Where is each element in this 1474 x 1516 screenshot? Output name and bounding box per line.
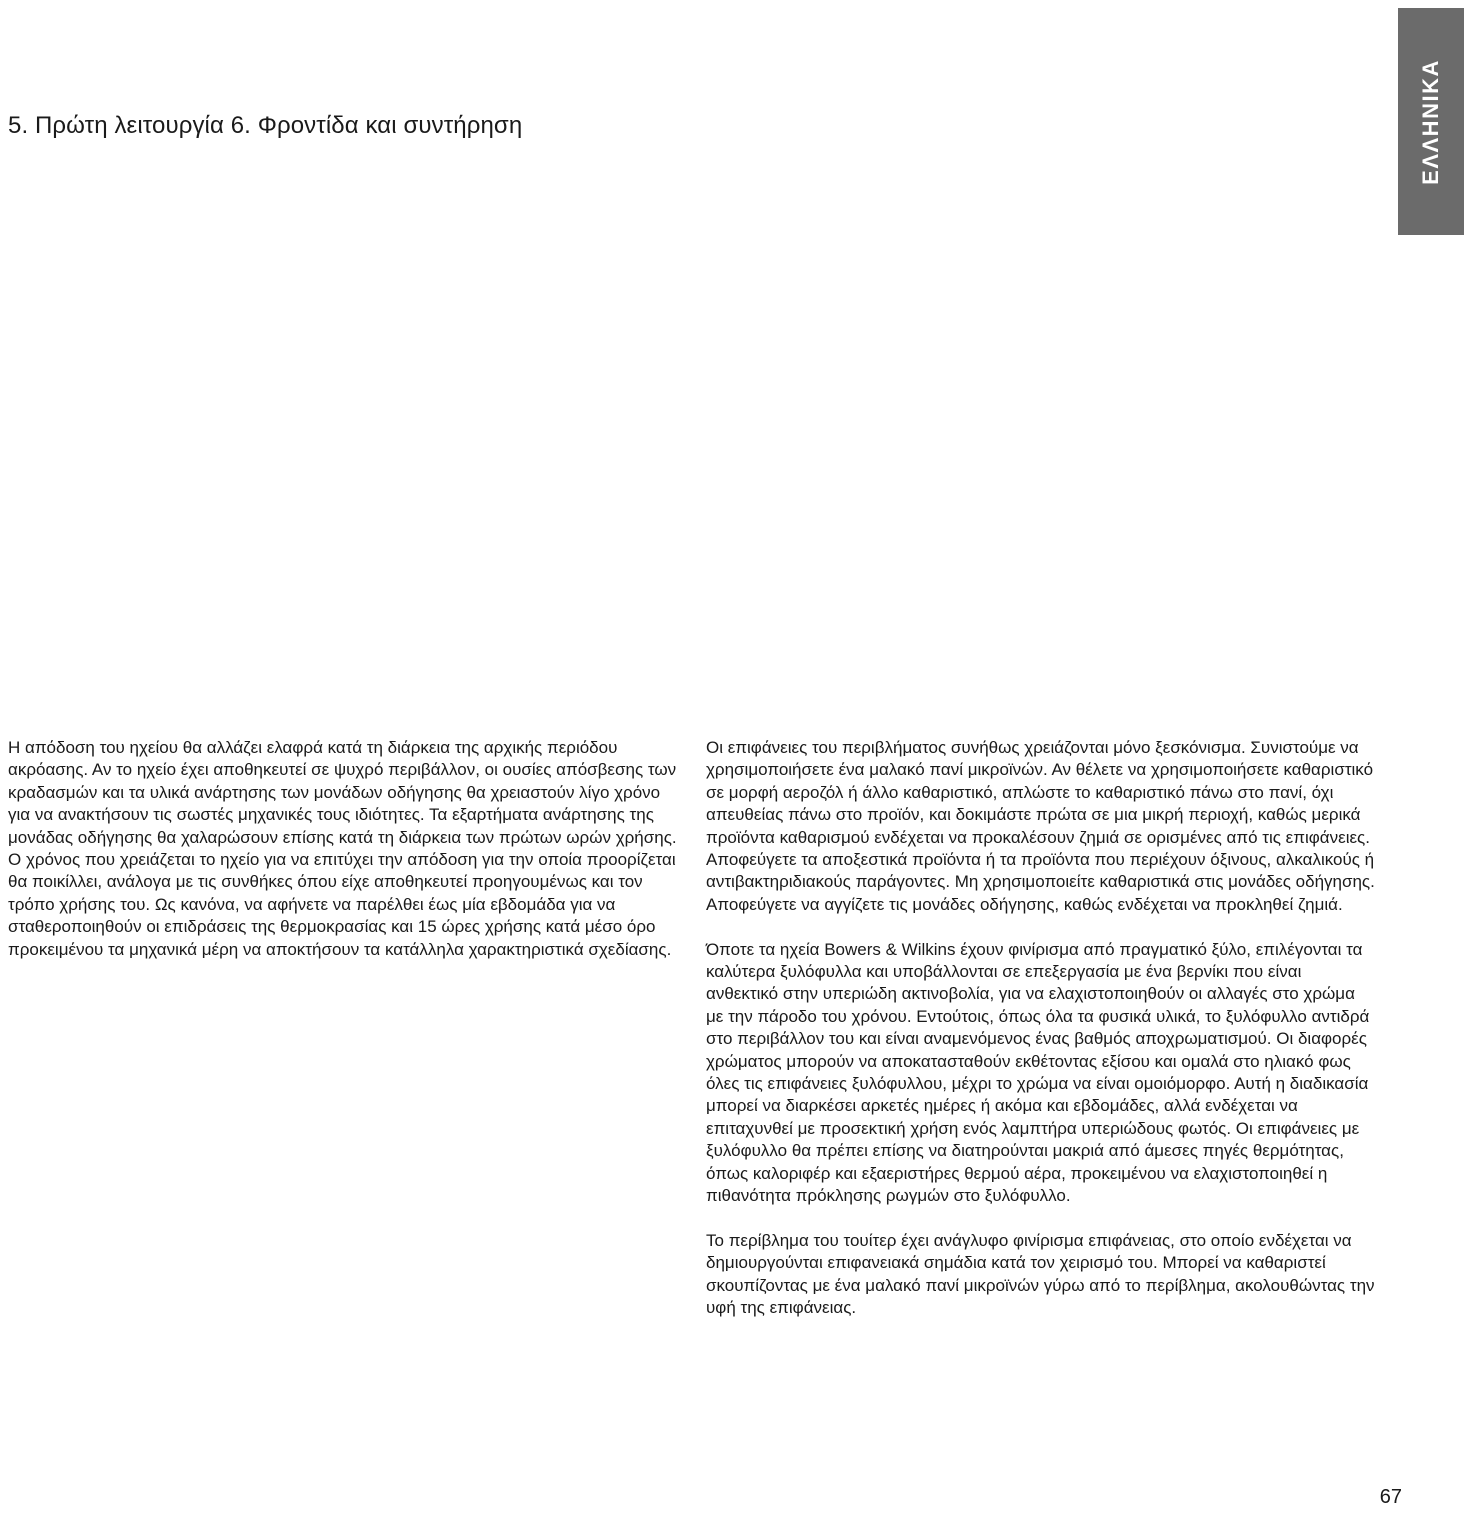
paragraph-cabinet-cleaning: Οι επιφάνειες του περιβλήματος συνήθως χρειάζονται μόνο ξεσκόνισμα. Συνιστούμε να χρησιμοποιήσετε ένα μαλακό πανί μικροϊνών. Αν θέλετε να χρησιμοποιήσετε καθαριστικό σε μορφή αεροζόλ ή άλλο καθαριστικό, απλώστε το καθαριστικό πάνω στο πανί, όχι απευθείας πάνω στο προϊόν, και δοκιμάστε πρώτα σε μια μικρή περιοχή, καθώς μερικά προϊόντα καθαρισμού ενδέχεται να προκαλέσουν ζημιά σε ορισμένες από τις επιφάνειες. Αποφεύγετε τα αποξεστικά προϊόντα ή τα προϊόντα που περιέχουν όξινους, αλκαλικούς ή αντιβακτηριδιακούς παράγοντες. Μη χρησιμοποιείτε καθαριστικά στις μονάδες οδήγησης. Αποφεύγετε να αγγίζετε τις μονάδες οδήγησης, καθώς ενδέχεται να προκληθεί ζημιά. <box>706 738 1375 914</box>
paragraph-tweeter-housing: Το περίβλημα του τουίτερ έχει ανάγλυφο φινίρισμα επιφάνειας, στο οποίο ενδέχεται να δημιουργούνται επιφανειακά σημάδια κατά τον χειρισμό του. Μπορεί να καθαριστεί σκουπίζοντας με ένα μαλακό πανί μικροϊνών γύρω από το περίβλημα, ακολουθώντας την υφή της επιφάνειας. <box>706 1230 1375 1318</box>
section-heading: 5. Πρώτη λειτουργία 6. Φροντίδα και συντήρηση <box>8 112 523 139</box>
paragraph-break-in: Η απόδοση του ηχείου θα αλλάζει ελαφρά κατά τη διάρκεια της αρχικής περιόδου ακρόασης. Αν το ηχείο έχει αποθηκευτεί σε ψυχρό περιβάλλον, οι ουσίες απόσβεσης των κραδασμών και τα υλικά ανάρτησης των μονάδων οδήγησης θα χρειαστούν λίγο χρόνο για να ανακτήσουν τις σωστές μηχανικές τους ιδιότητες. Τα εξαρτήματα ανάρτησης της μονάδας οδήγησης θα χαλαρώσουν επίσης κατά τη διάρκεια των πρώτων ωρών χρήσης. Ο χρόνος που χρειάζεται το ηχείο για να επιτύχει την απόδοση για την οποία προορίζεται θα ποικίλλει, ανάλογα με τις συνθήκες όπου είχε αποθηκευτεί προηγουμένως και τον τρόπο χρήσης του. Ως κανόνα, να αφήνετε να παρέλθει έως μία εβδομάδα για να σταθεροποιηθούν οι επιδράσεις της θερμοκρασίας και 15 ώρες χρήσης κατά μέσο όρο προκειμένου τα μηχανικά μέρη να αποκτήσουν τα κατάλληλα χαρακτηριστικά σχεδίασης. <box>8 738 677 959</box>
language-tab <box>1398 8 1464 235</box>
paragraph-wood-veneer: Όποτε τα ηχεία Bowers & Wilkins έχουν φινίρισμα από πραγματικό ξύλο, επιλέγονται τα καλύτερα ξυλόφυλλα και υποβάλλονται σε επεξεργασία με ένα βερνίκι που είναι ανθεκτικό στην υπεριώδη ακτινοβολία, για να ελαχιστοποιηθούν οι αλλαγές στο χρώμα με την πάροδο του χρόνου. Εντούτοις, όπως όλα τα φυσικά υλικά, το ξυλόφυλλο αντιδρά στο περιβάλλον του και είναι αναμενόμενος ένας βαθμός αποχρωματισμού. Οι διαφορές χρώματος μπορούν να αποκατασταθούν εκθέτοντας εξίσου και ομαλά στο ηλιακό φως όλες τις επιφάνειες ξυλόφυλλου, μέχρι το χρώμα να είναι ομοιόμορφο. Αυτή η διαδικασία μπορεί να διαρκέσει αρκετές ημέρες ή ακόμα και εβδομάδες, αλλά ενδέχεται να επιταχυνθεί με προσεκτική χρήση ενός λαμπτήρα υπεριώδους φωτός. Οι επιφάνειες με ξυλόφυλλο θα πρέπει επίσης να διατηρούνται μακριά από άμεσες πηγές θερμότητας, όπως καλοριφέρ και εξαεριστήρες θερμού αέρα, προκειμένου να ελαχιστοποιηθεί η πιθανότητα πρόκλησης ρωγμών στο ξυλόφυλλο. <box>706 939 1370 1206</box>
language-tab-label: ΕΛΛΗΝΙΚΑ <box>1418 58 1443 185</box>
right-column <box>706 737 1376 1342</box>
page-number: 67 <box>1379 1486 1402 1508</box>
left-column <box>8 737 678 983</box>
